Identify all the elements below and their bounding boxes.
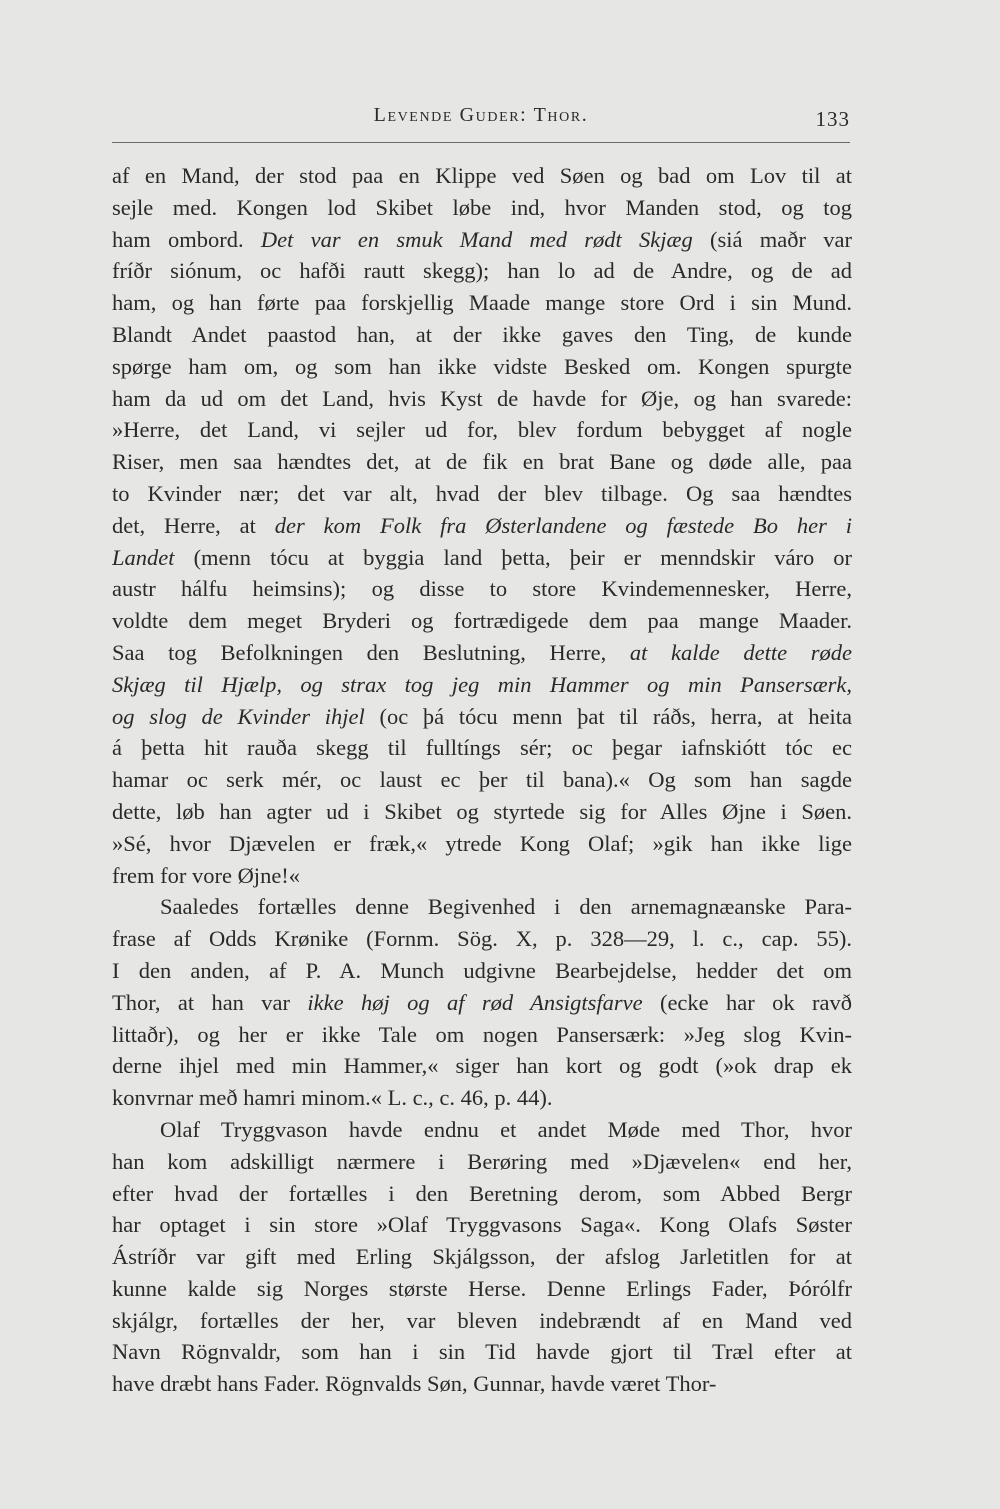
- text-run: af en Mand, der stod paa en Klippe ved Søen og bad om Lov til at: [112, 163, 852, 188]
- text-run: Riser, men saa hændtes det, at de fik en brat Bane og døde alle, paa: [112, 449, 852, 475]
- text-run: frem for vore Øjne!«: [112, 862, 301, 888]
- text-run: (menn tócu at byggia land þetta, þeir er menndskir váro or: [174, 544, 852, 570]
- text-line: [112, 160, 852, 192]
- text-run: á þetta hit rauða skegg til fulltíngs sér; oc þegar iafnskiótt tóc ec: [112, 735, 852, 761]
- text-line: [112, 287, 852, 319]
- text-run: littaðr), og her er ikke Tale om nogen Pansersærk: »Jeg slog Kvin-: [112, 1021, 852, 1047]
- text-line: [112, 1146, 852, 1178]
- text-run: (ecke har ok ravð: [642, 989, 852, 1015]
- text-line: [112, 796, 852, 828]
- text-line: [112, 637, 852, 669]
- text-run: Saa tog Befolkningen den Beslutning, Herre,: [112, 639, 630, 665]
- text-run: »Herre, det Land, vi sejler ud for, blev fordum bebygget af nogle: [112, 417, 852, 443]
- text-line: [112, 764, 852, 796]
- italic-text: Landet: [112, 544, 175, 570]
- running-header: [112, 104, 850, 134]
- italic-text: Skjæg til Hjælp, og strax tog jeg min Hammer og min Pansersærk,: [112, 671, 852, 697]
- text-line: [112, 192, 852, 224]
- text-run: skjálgr, fortælles der her, var bleven indebrændt af en Mand ved: [112, 1307, 852, 1333]
- text-line: [112, 414, 852, 446]
- text-line: [112, 1336, 852, 1368]
- text-run: (oc þá tócu menn þat til ráðs, herra, at heita: [364, 703, 852, 729]
- text-run: derne ihjel med min Hammer,« siger han kort og godt (»ok drap ek: [112, 1053, 852, 1079]
- text-line: [112, 1273, 852, 1305]
- text-line: [112, 478, 852, 510]
- text-run: ham ombord.: [112, 226, 261, 252]
- text-line: [112, 446, 852, 478]
- text-run: frase af Odds Krønike (Fornm. Sög. X, p. 328—29, l. c., cap. 55).: [112, 926, 852, 952]
- italic-text: Det var en smuk Mand med rødt Skjæg: [260, 226, 693, 252]
- text-run: »Sé, hvor Djævelen er fræk,« ytrede Kong Olaf; »gik han ikke lige: [112, 830, 852, 856]
- italic-text: ikke høj og af rød Ansigtsfarve: [307, 989, 643, 1015]
- text-line: [112, 923, 852, 955]
- text-run: Ástríðr var gift med Erling Skjálgsson, der afslog Jarletitlen for at: [112, 1244, 852, 1270]
- text-run: Olaf Tryggvason havde endnu et andet Møde med Thor, hvor: [160, 1116, 852, 1142]
- text-line: [112, 1019, 852, 1051]
- text-line: [112, 891, 852, 923]
- text-line: [112, 1368, 852, 1400]
- text-line: [112, 542, 852, 574]
- text-line: [112, 1082, 852, 1114]
- text-run: dette, løb han agter ud i Skibet og styrtede sig for Alles Øjne i Søen.: [112, 798, 852, 824]
- text-line: [112, 732, 852, 764]
- text-run: to Kvinder nær; det var alt, hvad der blev tilbage. Og saa hændtes: [112, 480, 852, 506]
- text-run: ham da ud om det Land, hvis Kyst de havde for Øje, og han svarede:: [112, 385, 852, 411]
- text-run: austr hálfu heimsins); og disse to store Kvindemennesker, Herre,: [112, 576, 852, 602]
- text-run: (siá maðr var: [692, 226, 852, 252]
- text-run: voldte dem meget Bryderi og fortrædigede dem paa mange Maader.: [112, 608, 852, 634]
- running-title: Levende Guder: Thor.: [373, 104, 589, 126]
- text-line: [112, 510, 852, 542]
- text-run: Navn Rögnvaldr, som han i sin Tid havde gjort til Træl efter at: [112, 1339, 852, 1365]
- text-line: [112, 828, 852, 860]
- text-line: [112, 224, 852, 256]
- italic-text: der kom Folk fra Østerlandene og fæstede Bo her i: [274, 512, 852, 538]
- text-line: [112, 319, 852, 351]
- text-line: [112, 701, 852, 733]
- text-line: [112, 1305, 852, 1337]
- text-line: [112, 351, 852, 383]
- text-run: han kom adskilligt nærmere i Berøring med »Djævelen« end her,: [112, 1148, 852, 1174]
- text-line: [112, 1114, 852, 1146]
- text-line: [112, 255, 852, 287]
- text-line: [112, 573, 852, 605]
- text-line: [112, 605, 852, 637]
- italic-text: at kalde dette røde: [629, 639, 852, 665]
- body-text: [112, 160, 852, 1400]
- text-run: efter hvad der fortælles i den Beretning derom, som Abbed Bergr: [112, 1180, 852, 1206]
- text-run: Thor, at han var: [112, 989, 308, 1015]
- text-run: Blandt Andet paastod han, at der ikke gaves den Ting, de kunde: [112, 321, 852, 347]
- text-run: konvrnar með hamri minom.« L. c., c. 46, p. 44).: [112, 1085, 553, 1111]
- text-line: [112, 987, 852, 1019]
- text-run: I den anden, af P. A. Munch udgivne Bearbejdelse, hedder det om: [112, 957, 852, 983]
- text-line: [112, 1178, 852, 1210]
- text-line: [112, 955, 852, 987]
- header-rule: [112, 142, 850, 143]
- text-line: [112, 669, 852, 701]
- page-number: 133: [815, 107, 850, 131]
- text-run: kunne kalde sig Norges største Herse. Denne Erlings Fader, Þórólfr: [112, 1275, 852, 1301]
- text-run: det, Herre, at: [112, 512, 275, 538]
- text-line: [112, 860, 852, 892]
- italic-text: og slog de Kvinder ihjel: [112, 703, 365, 729]
- text-line: [112, 1209, 852, 1241]
- text-run: hamar oc serk mér, oc laust ec þer til bana).« Og som han sagde: [112, 767, 852, 793]
- text-run: har optaget i sin store »Olaf Tryggvasons Saga«. Kong Olafs Søster: [112, 1212, 852, 1238]
- text-run: spørge ham om, og som han ikke vidste Besked om. Kongen spurgte: [112, 353, 852, 379]
- text-run: sejle med. Kongen lod Skibet løbe ind, hvor Manden stod, og tog: [112, 194, 852, 220]
- text-run: have dræbt hans Fader. Rögnvalds Søn, Gunnar, havde været Thor-: [112, 1371, 717, 1397]
- text-run: Saaledes fortælles denne Begivenhed i den arnemagnæanske Para-: [160, 894, 852, 920]
- text-run: ham, og han førte paa forskjellig Maade mange store Ord i sin Mund.: [112, 290, 852, 316]
- text-line: [112, 1241, 852, 1273]
- text-line: [112, 1050, 852, 1082]
- text-run: fríðr siónum, oc hafði rautt skegg); han lo ad de Andre, og de ad: [112, 258, 852, 284]
- text-line: [112, 383, 852, 415]
